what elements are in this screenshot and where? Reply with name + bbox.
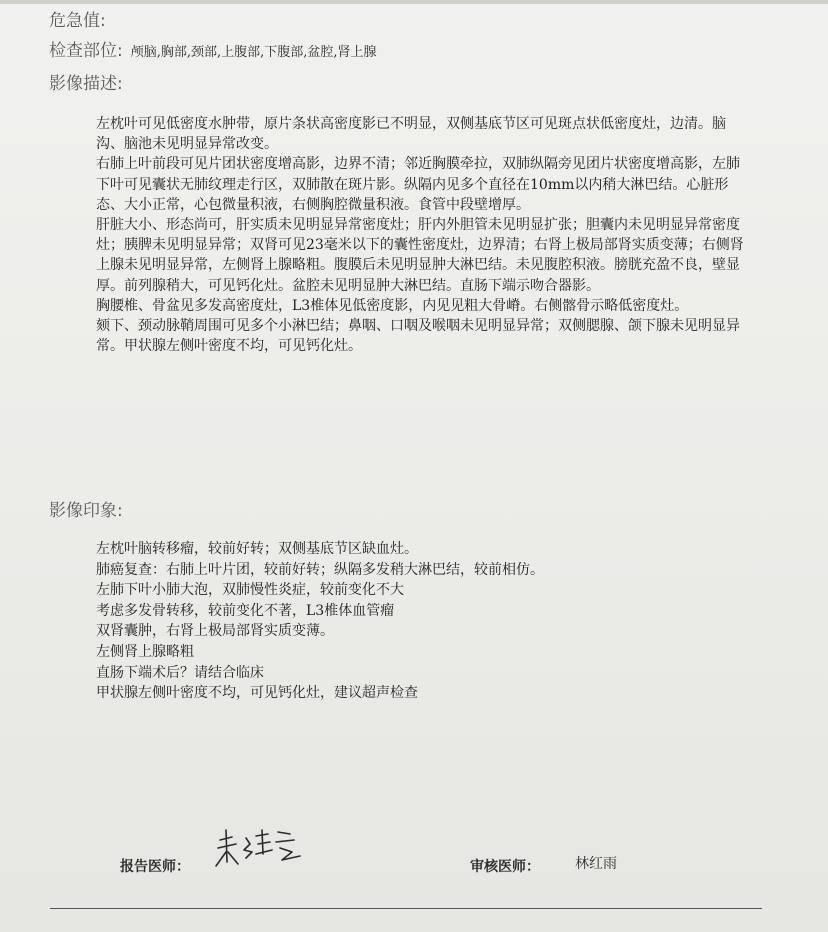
description-paragraph: 肝脏大小、形态尚可，肝实质未见明显异常密度灶；肝内外胆管未见明显扩张；胆囊内未见明显异常密度灶；胰脾未见明显异常；双肾可见23毫米以下的囊性密度灶，边界清；右肾上极局部肾实质变薄；右侧肾上腺未见明显异常，左侧肾上腺略粗。腹膜后未见明显肿大淋巴结。未见腹腔积液。膀胱充盈不良，壁显厚。前列腺稍大，可见钙化灶。盆腔未见明显肿大淋巴结。直肠下端示吻合器影。 [96,217,744,294]
critical-value-label: 危急值: [49,11,106,31]
description-paragraph: 左枕叶可见低密度水肿带，原片条状高密度影已不明显，双侧基底节区可见斑点状低密度灶，边清。脑沟、脑池未见明显异常改变。 [96,116,726,153]
impression-heading: 影像印象: [49,501,123,521]
critical-value-field [49,6,106,31]
description-paragraph: 颏下、颈动脉鞘周围可见多个小淋巴结；鼻咽、口咽及喉咽未见明显异常；双侧腮腺、颌下腺未见明显异常。甲状腺左侧叶密度不均，可见钙化灶。 [96,318,740,355]
impression-line: 肺癌复查：右肺上叶片团，较前好转；纵隔多发稍大淋巴结，较前相仿。 [96,561,544,578]
impression-line: 双肾囊肿，右肾上极局部肾实质变薄。 [96,623,334,640]
exam-site-value: 颅脑,胸部,颈部,上腹部,下腹部,盆腔,肾上腺 [130,45,377,60]
impression-line: 直肠下端术后？请结合临床 [96,664,264,681]
impression-line: 甲状腺左侧叶密度不均，可见钙化灶，建议超声检查 [96,685,418,702]
top-edge [0,0,828,4]
description-heading: 影像描述: [49,74,123,94]
exam-site-field [49,36,377,61]
impression-line: 考虑多发骨转移，较前变化不著，L3椎体血管瘤 [96,602,395,619]
impression-line: 左肺下叶小肺大泡，双肺慢性炎症，较前变化不大 [96,582,404,599]
review-doctor-label: 审核医师： [470,859,540,875]
impression-line: 左侧肾上腺略粗 [96,643,194,660]
impression-line: 左枕叶脑转移瘤，较前好转；双侧基底节区缺血灶。 [96,541,418,557]
review-doctor-name: 林红雨 [575,856,617,872]
handwritten-signature [210,822,310,882]
description-paragraph: 右肺上叶前段可见片团状密度增高影，边界不清；邻近胸膜牵拉，双肺纵隔旁见团片状密度增高影，左肺下叶可见囊状无肺纹理走行区，双肺散在斑片影。纵隔内见多个直径在10mm以内稍大淋巴结。心脏形态、大小正常，心包微量积液，右侧胸腔微量积液。食管中段壁增厚。 [96,156,740,213]
exam-site-label: 检查部位: [49,41,123,61]
report-doctor-label: 报告医师： [120,859,190,875]
impression-body [96,539,736,704]
description-body [96,114,746,356]
bottom-rule [50,908,762,909]
description-paragraph: 胸腰椎、骨盆见多发高密度灶，L3椎体见低密度影，内见见粗大骨嵴。右侧髂骨示略低密度灶。 [96,297,689,314]
